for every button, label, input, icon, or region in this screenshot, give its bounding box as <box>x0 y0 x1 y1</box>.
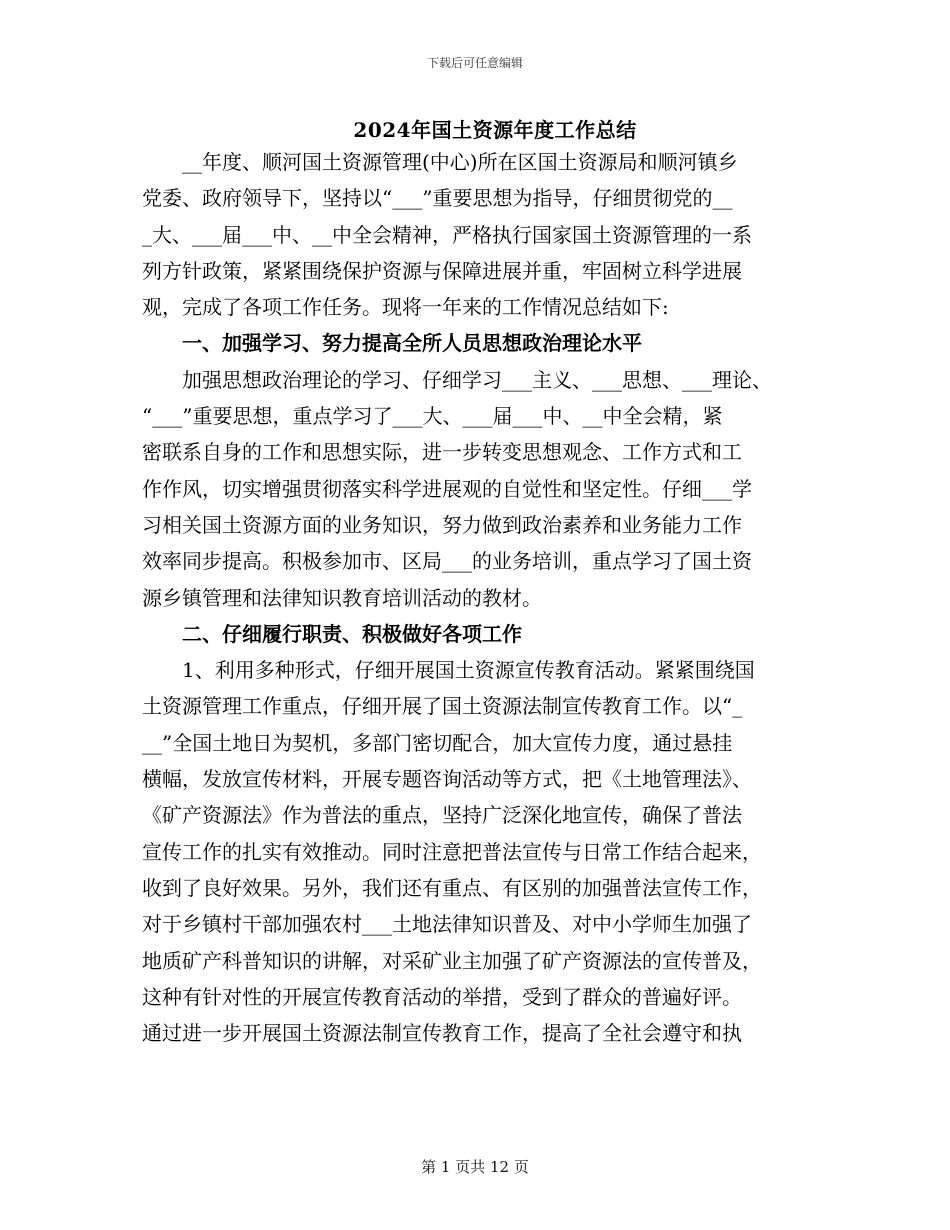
paragraph-line: 土资源管理工作重点，仔细开展了国土资源法制宣传教育工作。以“_ <box>142 694 743 719</box>
document-body <box>142 144 808 1051</box>
paragraph-line: 地质矿产科普知识的讲解，对采矿业主加强了矿产资源法的宣传普及， <box>142 948 762 973</box>
paragraph-line: 对于乡镇村干部加强农村___土地法律知识普及、对中小学师生加强了 <box>142 912 752 937</box>
paragraph-line: 作作风，切实增强贯彻落实科学进展观的自觉性和坚定性。仔细___学 <box>142 476 752 501</box>
paragraph-line: 观，完成了各项工作任务。现将一年来的工作情况总结如下: <box>142 295 669 320</box>
paragraph-line: 《矿产资源法》作为普法的重点，坚持广泛深化地宣传，确保了普法 <box>142 803 742 828</box>
paragraph-line: 加强思想政治理论的学习、仔细学习___主义、___思想、___理论、 <box>142 367 772 392</box>
paragraph-line: 这种有针对性的开展宣传教育活动的举措，受到了群众的普遍好评。 <box>142 984 742 1009</box>
paragraph-line: __”全国土地日为契机，多部门密切配合，加大宣传力度，通过悬挂 <box>142 730 733 755</box>
paragraph-line: 党委、政府领导下，坚持以“___”重要思想为指导，仔细贯彻党的__ <box>142 186 733 211</box>
paragraph-line: 宣传工作的扎实有效推动。同时注意把普法宣传与日常工作结合起来， <box>142 839 762 864</box>
paragraph-line: 源乡镇管理和法律知识教育培训活动的教材。 <box>142 585 542 610</box>
section-heading: 二、仔细履行职责、积极做好各项工作 <box>142 621 522 646</box>
paragraph-line: 通过进一步开展国土资源法制宣传教育工作，提高了全社会遵守和执 <box>142 1021 742 1046</box>
paragraph-line: 密联系自身的工作和思想实际，进一步转变思想观念、工作方式和工 <box>142 440 742 465</box>
paragraph-line: 1、利用多种形式，仔细开展国土资源宣传教育活动。紧紧围绕国 <box>142 658 755 683</box>
paragraph-line: 习相关国土资源方面的业务知识，努力做到政治素养和业务能力工作 <box>142 512 742 537</box>
header-note: 下载后可任意编辑 <box>426 56 523 70</box>
paragraph-line: “___”重要思想，重点学习了___大、___届___中、__中全会精，紧 <box>142 404 723 429</box>
paragraph-line: 横幅，发放宣传材料，开展专题咨询活动等方式，把《土地管理法》、 <box>142 767 752 792</box>
paragraph-line: __年度、顺河国土资源管理(中心)所在区国土资源局和顺河镇乡 <box>142 150 738 174</box>
document-title: 2024年国土资源年度工作总结 <box>353 118 637 142</box>
paragraph-line: 效率同步提高。积极参加市、区局___的业务培训，重点学习了国土资 <box>142 549 752 574</box>
page-footer: 第 1 页共 12 页 <box>421 1158 529 1176</box>
paragraph-line: 列方针政策，紧紧围绕保护资源与保障进展并重，牢固树立科学进展 <box>142 258 742 283</box>
paragraph-line: _大、___届___中、__中全会精神，严格执行国家国土资源管理的一系 <box>142 222 752 247</box>
section-heading: 一、加强学习、努力提高全所人员思想政治理论水平 <box>142 331 642 356</box>
paragraph-line: 收到了良好效果。另外，我们还有重点、有区别的加强普法宣传工作， <box>142 875 762 900</box>
